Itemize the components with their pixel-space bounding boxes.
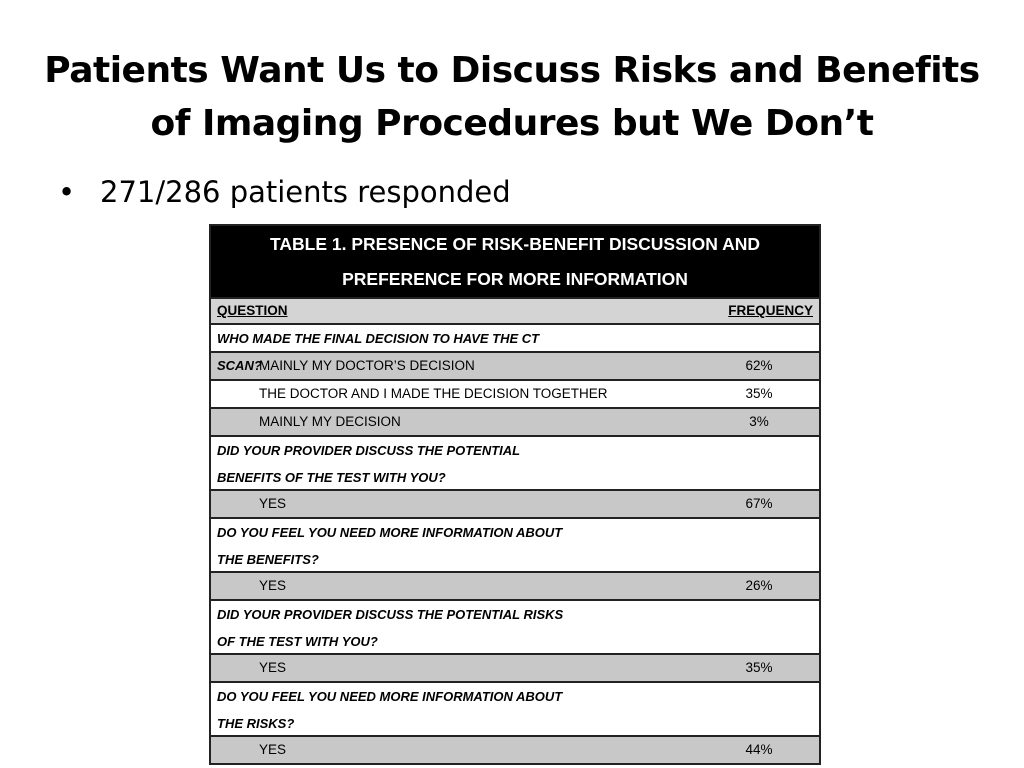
slide-title <box>40 44 984 150</box>
bullet-dot-icon: • <box>58 175 76 209</box>
table-row <box>211 435 819 489</box>
frequency-value <box>699 683 819 735</box>
frequency-value <box>699 519 819 571</box>
bullet-text: 271/286 patients responded <box>100 175 511 209</box>
table-title-line-2: PREFERENCE FOR MORE INFORMATION <box>342 269 688 289</box>
frequency-value <box>699 601 819 653</box>
frequency-value: 35% <box>745 386 773 401</box>
table-row <box>211 517 819 571</box>
frequency-value: 3% <box>749 414 769 429</box>
answer-text: YES <box>259 578 287 593</box>
bullet-item <box>56 170 511 214</box>
frequency-value <box>699 437 819 489</box>
frequency-value: 35% <box>745 660 773 675</box>
answer-text: YES <box>259 742 287 757</box>
table-row <box>211 489 819 517</box>
table-row <box>211 571 819 599</box>
question-text: DID YOUR PROVIDER DISCUSS THE POTENTIAL BENEFITS OF THE TEST WITH YOU? <box>217 443 520 485</box>
question-text: DID YOUR PROVIDER DISCUSS THE POTENTIAL RISKS OF THE TEST WITH YOU? <box>217 607 564 649</box>
column-header-question: QUESTION <box>217 303 288 318</box>
table-row <box>211 735 819 763</box>
table-row <box>211 379 819 407</box>
question-text: DO YOU FEEL YOU NEED MORE INFORMATION ABOUT THE RISKS? <box>217 689 563 731</box>
table-row <box>211 681 819 735</box>
table-title-line-1: TABLE 1. PRESENCE OF RISK-BENEFIT DISCUSSION AND <box>269 234 761 254</box>
answer-text: YES <box>259 660 287 675</box>
frequency-value: 26% <box>745 578 773 593</box>
column-header-frequency: FREQUENCY <box>728 303 813 318</box>
answer-text: MAINLY MY DOCTOR’S DECISION <box>259 358 475 373</box>
table-column-header <box>211 297 819 323</box>
table-row <box>211 599 819 653</box>
table-row <box>211 653 819 681</box>
frequency-value: 44% <box>745 742 773 757</box>
bullet-list <box>56 170 511 214</box>
answer-text: YES <box>259 496 287 511</box>
frequency-value: 62% <box>745 358 773 373</box>
table-title <box>211 226 819 297</box>
table-row <box>211 407 819 435</box>
results-table <box>209 224 821 765</box>
question-text: WHO MADE THE FINAL DECISION TO HAVE THE CT SCAN? <box>217 331 540 373</box>
answer-text: MAINLY MY DECISION <box>259 414 401 429</box>
answer-text: THE DOCTOR AND I MADE THE DECISION TOGETHER <box>259 386 608 401</box>
frequency-value <box>699 325 819 351</box>
question-text: DO YOU FEEL YOU NEED MORE INFORMATION ABOUT THE BENEFITS? <box>217 525 563 567</box>
slide-title-line-2: of Imaging Procedures but We Don’t <box>150 103 874 144</box>
frequency-value: 67% <box>745 496 773 511</box>
table-row <box>211 351 819 379</box>
slide-title-line-1: Patients Want Us to Discuss Risks and Benefits <box>44 50 980 91</box>
